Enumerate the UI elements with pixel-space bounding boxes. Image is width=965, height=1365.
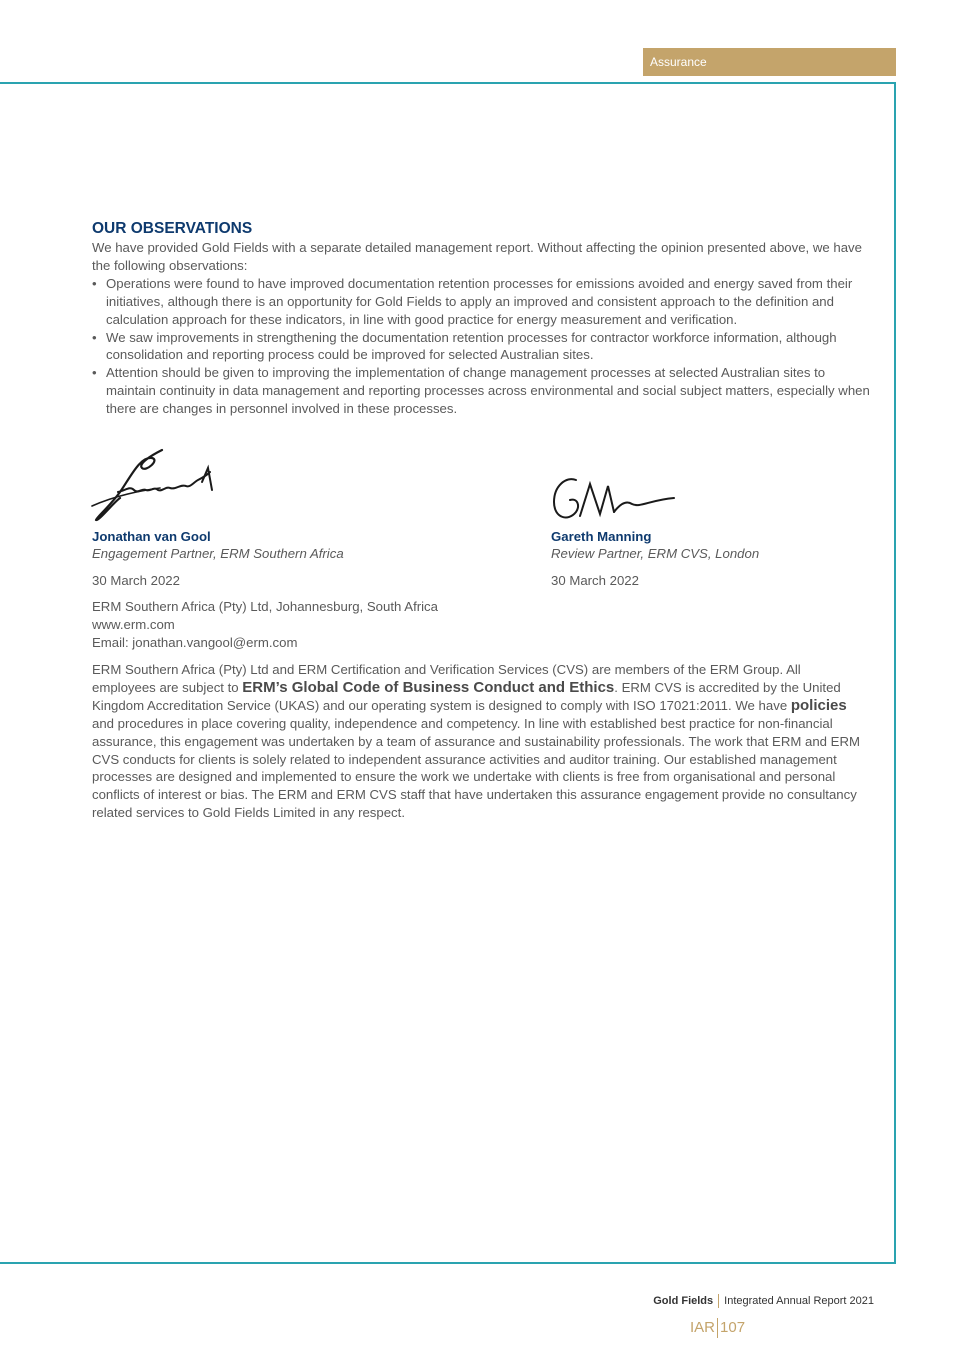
disclaimer-text: . ERM CVS is accredited by the United Kingdom Accreditation Service (UKAS) and our operating system is designed to comply with ISO 17021:2011. We have [92,679,841,713]
signatory-role: Engagement Partner, ERM Southern Africa [92,546,344,561]
signatory-name: Jonathan van Gool [92,529,211,544]
frame-top-border [0,82,896,84]
footer-section-code: IAR [690,1318,716,1336]
section-title: OUR OBSERVATIONS [92,220,253,237]
company-address: ERM Southern Africa (Pty) Ltd, Johannesburg, South Africa [92,599,438,614]
frame-right-border [894,82,896,1264]
list-item: • We saw improvements in strengthening the documentation retention processes for contractor workforce information, although consolidation and reporting process could be improved for selected Australian sites. [92,329,872,365]
signatory-date: 30 March 2022 [551,573,639,588]
section-tab [643,48,896,76]
signatory-name: Gareth Manning [551,529,652,544]
email-link[interactable]: Email: jonathan.vangool@erm.com [92,634,298,650]
signatory-block [551,528,759,589]
signature-jonathan-van-gool [90,446,220,526]
observations-intro: We have provided Gold Fields with a separate detailed management report. Without affecting the opinion presented above, we have the following observations: [92,240,862,273]
signatory-block [92,528,344,589]
website-link[interactable]: www.erm.com [92,616,175,632]
disclaimer-text: ERM Southern Africa (Pty) Ltd and ERM Certification and Verification Services (CVS) are members of the ERM Group. All employees are subject to [92,662,801,695]
footer-brand: Gold Fields [653,1294,714,1307]
list-item: • Attention should be given to improving the implementation of change management processes at selected Australian sites to maintain continuity in data management and reporting processes across environmental and social subject matters, especially when there are changes in personnel involved in these processes. [92,364,872,418]
signatory-date: 30 March 2022 [92,573,180,588]
observations-section [92,219,872,418]
observations-list [92,275,872,418]
signatory-role: Review Partner, ERM CVS, London [551,546,760,561]
signature-gareth-manning [550,474,680,528]
erm-disclaimer [92,661,867,822]
footer-divider [718,1294,719,1308]
list-item: • Operations were found to have improved documentation retention processes for emissions avoided and energy saved from their initiatives, although there is an opportunity for Gold Fields to apply an improved and consistent approach to the definition and calculation approach for these indicators, in line with good practice for energy measurement and verification. [92,275,872,329]
contact-details [92,598,438,652]
footer-report-line [600,1294,874,1308]
disclaimer-text: and procedures in place covering quality, independence and competency. In line with established best practice for non-financial assurance, this engagement was undertaken by a team of assurance and sustainability professionals. The work that ERM and ERM CVS conducts for clients is solely related to independent assurance activities and auditor training. Our established management processes are designed and implemented to ensure the work we undertake with clients is free from organisational and personal conflicts of interest or bias. The ERM and ERM CVS staff that have undertaken this assurance engagement provide no consultancy related services to Gold Fields Limited in any respect. [92,715,860,821]
footer-divider [717,1318,718,1338]
page-number: 107 [720,1318,746,1336]
footer-page-indicator [690,1318,770,1338]
frame-bottom-border [0,1262,896,1264]
code-of-conduct-link[interactable]: ERM’s Global Code of Business Conduct and Ethics [242,678,615,696]
footer-report-title: Integrated Annual Report 2021 [724,1294,874,1307]
section-tab-label: Assurance [650,55,707,69]
policies-link[interactable]: policies [790,696,847,714]
